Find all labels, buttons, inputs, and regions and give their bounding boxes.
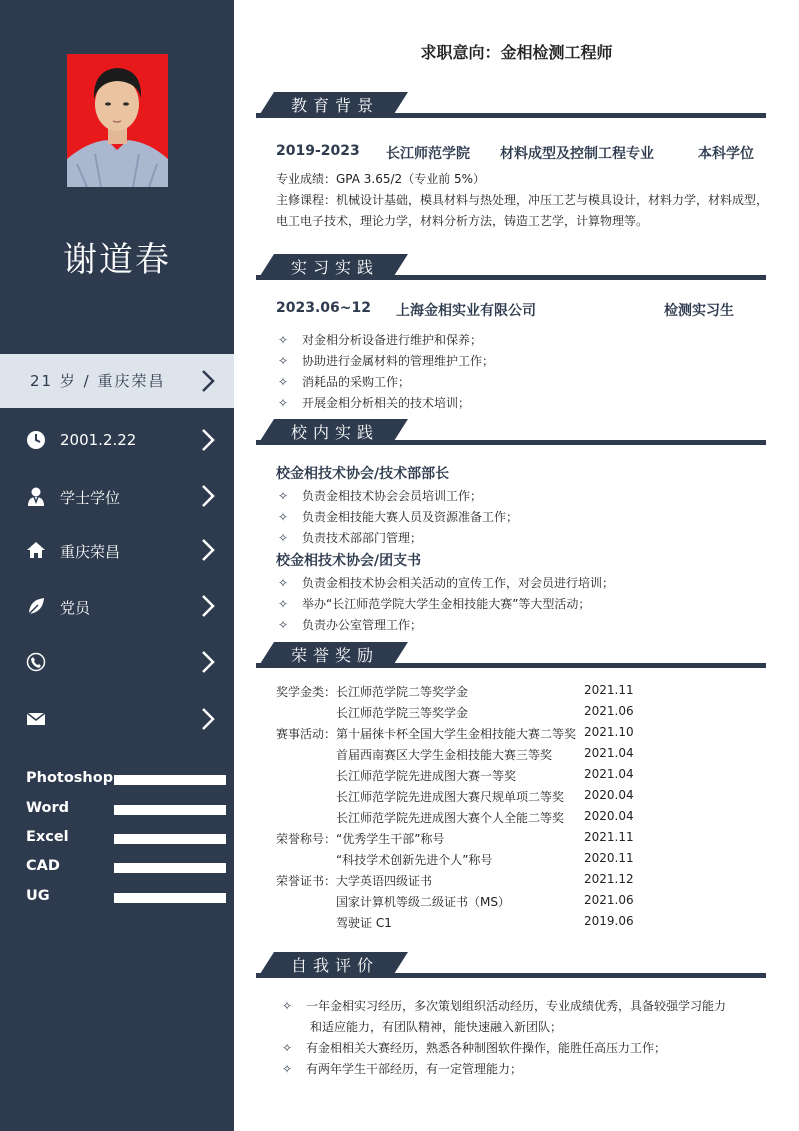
skill-cad xyxy=(26,858,226,878)
honor-date: 2021.11 xyxy=(584,830,634,844)
info-row-birthday xyxy=(0,421,234,461)
honor-date: 2021.10 xyxy=(584,725,634,739)
info-row-degree xyxy=(0,477,234,517)
diamond-bullet-icon: ✧ xyxy=(278,489,289,503)
chevron-right-icon xyxy=(200,368,216,398)
diamond-bullet-icon: ✧ xyxy=(278,510,289,524)
skill-label: Excel xyxy=(26,829,69,845)
diamond-bullet-icon: ✧ xyxy=(278,354,289,368)
section-header-education xyxy=(256,92,766,122)
section-header-honors xyxy=(256,642,766,672)
campus-role-1: 校金相技术协会/技术部部长 xyxy=(276,466,450,482)
honor-item: 长江师范学院先进成图大赛个人全能二等奖 xyxy=(336,811,565,825)
honor-item: 第十届徕卡杯全国大学生金相技能大赛二等奖 xyxy=(336,727,577,741)
birthday-text: 2001.2.22 xyxy=(60,431,137,449)
edu-courses-line2: 电工电子技术，理论力学，材料分析方法，铸造工艺学，计算物理等。 xyxy=(276,214,649,228)
honor-category: 赛事活动： xyxy=(276,727,337,741)
diamond-bullet-icon: ✧ xyxy=(278,375,289,389)
list-item xyxy=(278,574,614,591)
info-row-email xyxy=(0,700,234,740)
intern-company: 上海金相实业有限公司 xyxy=(396,303,536,319)
list-item xyxy=(278,331,482,348)
hometown-text: 重庆荣昌 xyxy=(60,543,121,561)
section-title: 校内实践 xyxy=(290,423,379,442)
skill-bar xyxy=(114,775,226,785)
skill-excel xyxy=(26,829,226,849)
skill-bar xyxy=(114,893,226,903)
chevron-right-icon xyxy=(200,537,216,567)
diamond-bullet-icon: ✧ xyxy=(278,597,289,611)
list-item-text: 有两年学生干部经历，有一定管理能力； xyxy=(306,1062,523,1076)
honor-date: 2021.11 xyxy=(584,683,634,697)
edu-period: 2019-2023 xyxy=(276,143,360,159)
chevron-right-icon xyxy=(200,483,216,513)
intern-role: 检测实习生 xyxy=(664,303,734,319)
honor-item: 长江师范学院先进成图大赛尺规单项二等奖 xyxy=(336,790,565,804)
age-location-text: 21 岁 / 重庆荣昌 xyxy=(30,372,166,390)
honor-date: 2020.04 xyxy=(584,788,634,802)
honor-category: 荣誉证书： xyxy=(276,874,337,888)
honor-item: 长江师范学院二等奖学金 xyxy=(336,685,469,699)
list-item xyxy=(282,997,726,1014)
diamond-bullet-icon: ✧ xyxy=(278,531,289,545)
honor-item: “科技学术创新先进个人”称号 xyxy=(336,853,493,867)
section-tab xyxy=(260,642,408,664)
list-item xyxy=(282,1060,522,1077)
political-text: 党员 xyxy=(60,599,91,617)
list-item-text: 举办“长江师范学院大学生金相技能大赛”等大型活动； xyxy=(302,597,591,611)
diamond-bullet-icon: ✧ xyxy=(278,396,289,410)
diamond-bullet-icon: ✧ xyxy=(278,618,289,632)
skill-label: CAD xyxy=(26,858,60,874)
phone-icon xyxy=(26,652,46,672)
chevron-right-icon xyxy=(200,427,216,457)
skill-photoshop xyxy=(26,770,226,790)
list-item-text: 开展金相分析相关的技术培训； xyxy=(302,396,471,410)
section-tab xyxy=(260,254,408,276)
honor-item: 国家计算机等级二级证书（MS） xyxy=(336,895,510,909)
section-tab xyxy=(260,419,408,441)
diamond-bullet-icon: ✧ xyxy=(282,1062,293,1076)
skill-bar xyxy=(114,805,226,815)
campus-role-2: 校金相技术协会/团支书 xyxy=(276,553,422,569)
list-item-text: 负责金相技术协会会员培训工作； xyxy=(302,489,483,503)
info-row-hometown xyxy=(0,531,234,571)
honor-item: 长江师范学院三等奖学金 xyxy=(336,706,469,720)
honor-item: 长江师范学院先进成图大赛一等奖 xyxy=(336,769,517,783)
skill-ug xyxy=(26,888,226,908)
honor-item: 大学英语四级证书 xyxy=(336,874,433,888)
info-row-political xyxy=(0,587,234,627)
section-title: 实习实践 xyxy=(290,258,379,277)
diamond-bullet-icon: ✧ xyxy=(278,333,289,347)
skill-label: Photoshop xyxy=(26,770,114,786)
section-header-self-eval xyxy=(256,952,766,982)
info-row-phone xyxy=(0,643,234,683)
honor-item: 首届西南赛区大学生金相技能大赛三等奖 xyxy=(336,748,553,762)
chevron-right-icon xyxy=(200,706,216,736)
honor-category: 奖学金类： xyxy=(276,685,337,699)
list-item xyxy=(282,1039,666,1056)
honor-date: 2021.06 xyxy=(584,704,634,718)
list-item-text: 负责金相技术协会相关活动的宣传工作，对会员进行培训； xyxy=(302,576,615,590)
edu-courses-line1: 主修课程：机械设计基础，模具材料与热处理，冲压工艺与模具设计，材料力学，材料成型， xyxy=(276,193,769,207)
job-objective-title: 求职意向：金相检测工程师 xyxy=(420,43,613,62)
list-item xyxy=(278,595,590,612)
list-item xyxy=(278,487,482,504)
user-icon xyxy=(26,486,46,506)
honor-date: 2021.04 xyxy=(584,767,634,781)
edu-major: 材料成型及控制工程专业 xyxy=(500,146,654,162)
mail-icon xyxy=(26,709,46,729)
candidate-name: 谢道春 xyxy=(63,240,171,280)
diamond-bullet-icon: ✧ xyxy=(278,576,289,590)
edu-degree: 本科学位 xyxy=(698,146,754,162)
list-item xyxy=(278,352,494,369)
list-item-text: 一年金相实习经历，多次策划组织活动经历，专业成绩优秀，具备较强学习能力 xyxy=(306,999,727,1013)
list-item-text: 负责办公室管理工作； xyxy=(302,618,423,632)
list-item xyxy=(278,616,422,633)
sidebar xyxy=(0,0,234,1131)
diamond-bullet-icon: ✧ xyxy=(282,999,293,1013)
list-item xyxy=(278,394,470,411)
diamond-bullet-icon: ✧ xyxy=(282,1041,293,1055)
clock-icon xyxy=(26,430,46,450)
degree-text: 学士学位 xyxy=(60,489,121,507)
section-tab xyxy=(260,92,408,114)
honor-date: 2019.06 xyxy=(584,914,634,928)
edu-school: 长江师范学院 xyxy=(386,146,470,162)
leaf-icon xyxy=(26,596,46,616)
intern-period: 2023.06~12 xyxy=(276,300,371,316)
chevron-right-icon xyxy=(200,649,216,679)
home-icon xyxy=(26,540,46,560)
edu-gpa: 专业成绩：GPA 3.65/2（专业前 5%） xyxy=(276,172,486,186)
section-title: 教育背景 xyxy=(290,96,379,115)
honor-date: 2021.04 xyxy=(584,746,634,760)
section-header-campus xyxy=(256,419,766,449)
list-item-text: 负责金相技能大赛人员及资源准备工作； xyxy=(302,510,519,524)
section-title: 自我评价 xyxy=(290,956,379,975)
section-title: 荣誉奖励 xyxy=(290,646,379,665)
section-tab xyxy=(260,952,408,974)
section-header-internship xyxy=(256,254,766,284)
list-item-text: 负责技术部部门管理； xyxy=(302,531,423,545)
list-item xyxy=(278,508,518,525)
skill-bar xyxy=(114,863,226,873)
honor-date: 2021.06 xyxy=(584,893,634,907)
honor-date: 2021.12 xyxy=(584,872,634,886)
age-location-band xyxy=(0,354,234,408)
list-item-text: 有金相相关大赛经历，熟悉各种制图软件操作，能胜任高压力工作； xyxy=(306,1041,667,1055)
chevron-right-icon xyxy=(200,593,216,623)
list-item xyxy=(278,529,422,546)
list-item-text: 对金相分析设备进行维护和保养； xyxy=(302,333,483,347)
list-item-text: 和适应能力，有团队精神，能快速融入新团队； xyxy=(310,1020,563,1034)
honor-date: 2020.04 xyxy=(584,809,634,823)
skill-label: Word xyxy=(26,800,69,816)
skill-word xyxy=(26,800,226,820)
list-item-text: 消耗品的采购工作； xyxy=(302,375,411,389)
skill-label: UG xyxy=(26,888,50,904)
honor-category: 荣誉称号： xyxy=(276,832,337,846)
honor-item: “优秀学生干部”称号 xyxy=(336,832,445,846)
list-item-text: 协助进行金属材料的管理维护工作； xyxy=(302,354,495,368)
honor-item: 驾驶证 C1 xyxy=(336,916,392,930)
skill-bar xyxy=(114,834,226,844)
profile-photo xyxy=(67,54,168,187)
honor-date: 2020.11 xyxy=(584,851,634,865)
list-item xyxy=(278,373,410,390)
